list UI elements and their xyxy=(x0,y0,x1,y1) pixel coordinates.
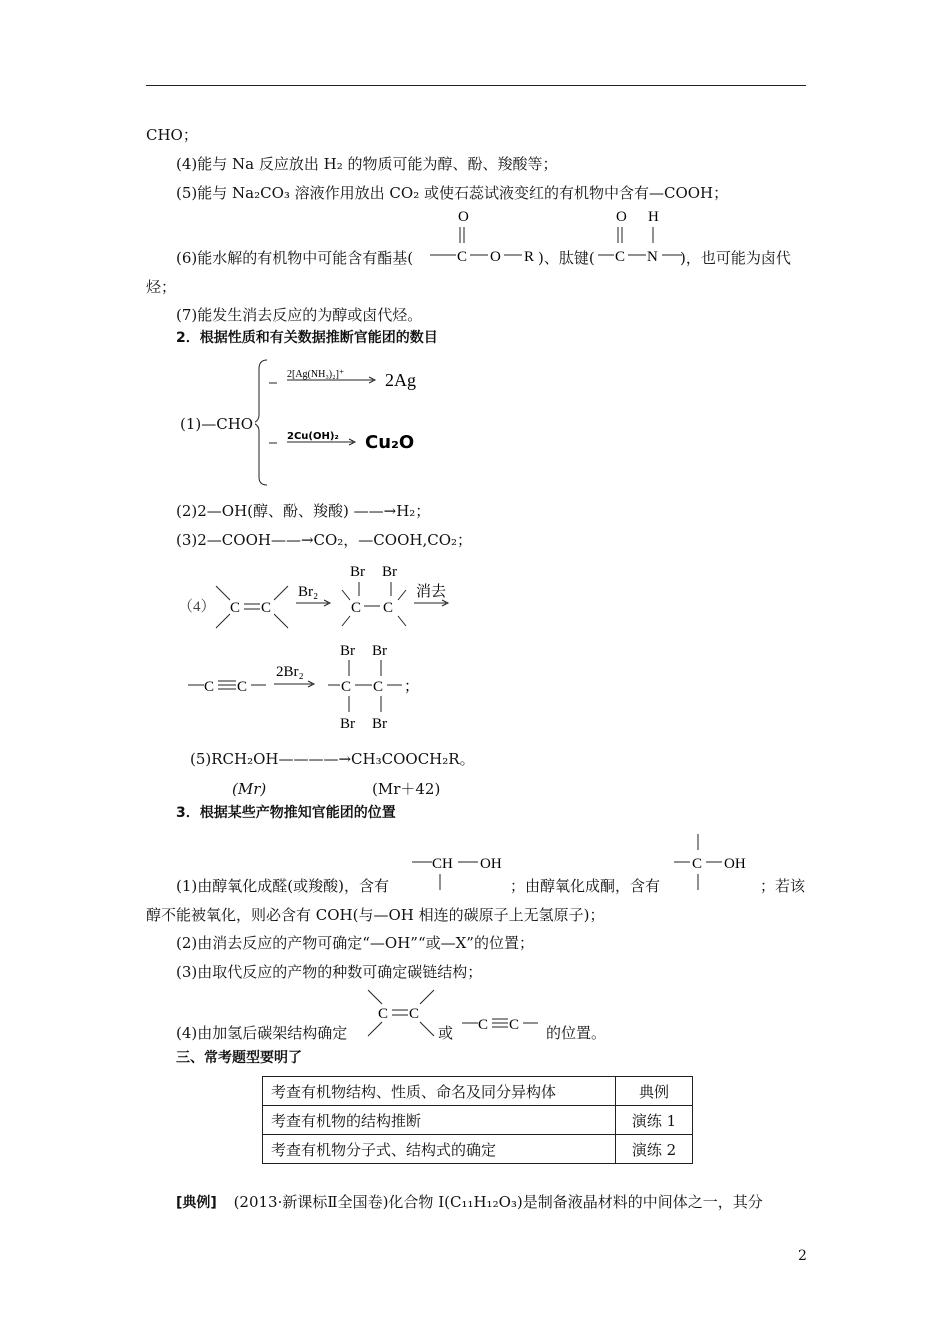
text-s3-1b: ；由醇氧化成酮，含有 xyxy=(510,877,661,895)
text-s3-4c: 的位置。 xyxy=(546,1024,607,1042)
br-label: Br xyxy=(382,564,397,580)
svg-text:；: ； xyxy=(404,679,420,695)
table-cell: 演练 1 xyxy=(616,1106,693,1135)
br-label: Br xyxy=(340,716,355,732)
reagent-cu: 2Cu(OH)₂ xyxy=(287,431,339,442)
br-label: Br xyxy=(340,643,355,659)
svg-text:C: C xyxy=(509,1017,520,1033)
svg-text:C: C xyxy=(615,249,626,265)
text-s3-1c: ；若该 xyxy=(760,877,806,895)
table-cell: 考查有机物的结构推断 xyxy=(263,1106,616,1135)
svg-text:C: C xyxy=(692,856,703,872)
section-2-title: 2．根据性质和有关数据推断官能团的数目 xyxy=(176,330,438,346)
cho-label: (1)—CHO xyxy=(180,415,254,433)
table-cell: 考查有机物分子式、结构式的确定 xyxy=(263,1135,616,1164)
alkene-bromination-scheme xyxy=(170,560,470,640)
text-s3-1d: 醇不能被氧化，则必含有 COH(与—OH 相连的碳原子上无氢原子)； xyxy=(146,906,605,924)
example-source: (2013·新课标Ⅱ全国卷) xyxy=(233,1193,389,1211)
svg-text:OH: OH xyxy=(480,856,502,872)
table-row xyxy=(263,1135,693,1164)
example-line xyxy=(176,1193,763,1212)
svg-text:O: O xyxy=(458,209,469,225)
text-s3-1a: (1)由醇氧化成醛(或羧酸)，含有 xyxy=(176,877,389,895)
svg-text:O: O xyxy=(616,209,627,225)
br-label: Br xyxy=(372,643,387,659)
table-cell: 考查有机物结构、性质、命名及同分异构体 xyxy=(263,1077,616,1106)
table-row xyxy=(263,1077,693,1106)
text-rule-6c: )，也可能为卤代 xyxy=(680,249,791,267)
reagent-2br2: 2Br₂ xyxy=(276,664,304,680)
text-s3-4b: 或 xyxy=(438,1024,454,1042)
svg-text:C: C xyxy=(457,249,468,265)
text-s3-3: (3)由取代反应的产物的种数可确定碳链结构； xyxy=(176,963,483,981)
svg-text:C: C xyxy=(378,1006,389,1022)
reagent-br2: Br₂ xyxy=(298,584,319,600)
text-oh: (2)2—OH(醇、酚、羧酸) ——→H₂； xyxy=(176,502,431,520)
text-cooh: (3)2—COOH——→CO₂，—COOH,CO₂； xyxy=(176,531,473,549)
svg-text:C: C xyxy=(230,600,241,616)
text-mr42: (Mr＋42) xyxy=(372,780,441,798)
text-cho: CHO； xyxy=(146,126,198,144)
header-rule xyxy=(146,85,806,86)
svg-text:C: C xyxy=(237,679,248,695)
text-rule-6d: 烃； xyxy=(146,278,177,296)
cho-reaction-brace xyxy=(255,355,455,490)
primary-alcohol-structure xyxy=(408,840,518,896)
example-tag: [典例] xyxy=(176,1195,217,1211)
svg-text:OH: OH xyxy=(724,856,746,872)
text-s3-2: (2)由消去反应的产物可确定“—OH”“或—X”的位置； xyxy=(176,934,534,952)
alkyne-skeleton-structure xyxy=(458,1010,548,1036)
text-ester: (5)RCH₂OH————→CH₃COOCH₂R。 xyxy=(190,750,475,768)
svg-text:C: C xyxy=(373,679,384,695)
text-s3-4a: (4)由加氢后碳架结构确定 xyxy=(176,1024,348,1042)
product-ag: 2Ag xyxy=(385,370,416,390)
product-cu: Cu₂O xyxy=(365,432,415,453)
reagent-ag: 2[Ag(NH₃)₂]⁺ xyxy=(287,369,345,380)
svg-text:C: C xyxy=(351,600,362,616)
svg-text:CH: CH xyxy=(432,856,453,872)
svg-text:C: C xyxy=(478,1017,489,1033)
text-rule-4: (4)能与 Na 反应放出 H₂ 的物质可能为醇、酚、羧酸等； xyxy=(176,155,558,173)
text-rule-6b: )、肽键( xyxy=(538,249,595,267)
svg-text:C: C xyxy=(341,679,352,695)
alkyne-bromination-scheme xyxy=(180,638,420,734)
example-text: 化合物 I(C₁₁H₁₂O₃)是制备液晶材料的中间体之一，其分 xyxy=(388,1193,763,1211)
text-rule-7: (7)能发生消去反应的为醇或卤代烃。 xyxy=(176,306,423,324)
br-label: Br xyxy=(350,564,365,580)
table-row xyxy=(263,1106,693,1135)
svg-text:H: H xyxy=(648,209,659,225)
ester-group-structure xyxy=(422,205,542,271)
svg-text:O: O xyxy=(490,249,501,265)
text-mr: (Mr) xyxy=(232,780,267,798)
svg-text:C: C xyxy=(261,600,272,616)
svg-text:C: C xyxy=(383,600,394,616)
svg-text:C: C xyxy=(204,679,215,695)
reagent-elimination: 消去 xyxy=(416,584,447,600)
section-3-title: 3．根据某些产物推知官能团的位置 xyxy=(176,805,396,821)
section-three-title: 三、常考题型要明了 xyxy=(176,1050,302,1066)
secondary-alcohol-structure xyxy=(668,830,768,896)
alkene-skeleton-structure xyxy=(362,986,442,1042)
question-type-table xyxy=(262,1076,693,1164)
text-rule-5: (5)能与 Na₂CO₃ 溶液作用放出 CO₂ 或使石蕊试液变红的有机物中含有—COOH； xyxy=(176,184,729,202)
table-cell: 演练 2 xyxy=(616,1135,693,1164)
br-label: Br xyxy=(372,716,387,732)
svg-text:C: C xyxy=(409,1006,420,1022)
page-number: 2 xyxy=(798,1248,807,1264)
text-rule-6a: (6)能水解的有机物中可能含有酯基( xyxy=(176,249,414,267)
table-cell: 典例 xyxy=(616,1077,693,1106)
svg-text:R: R xyxy=(524,249,535,265)
svg-text:N: N xyxy=(647,249,658,265)
item-4-label: （4） xyxy=(178,599,216,615)
